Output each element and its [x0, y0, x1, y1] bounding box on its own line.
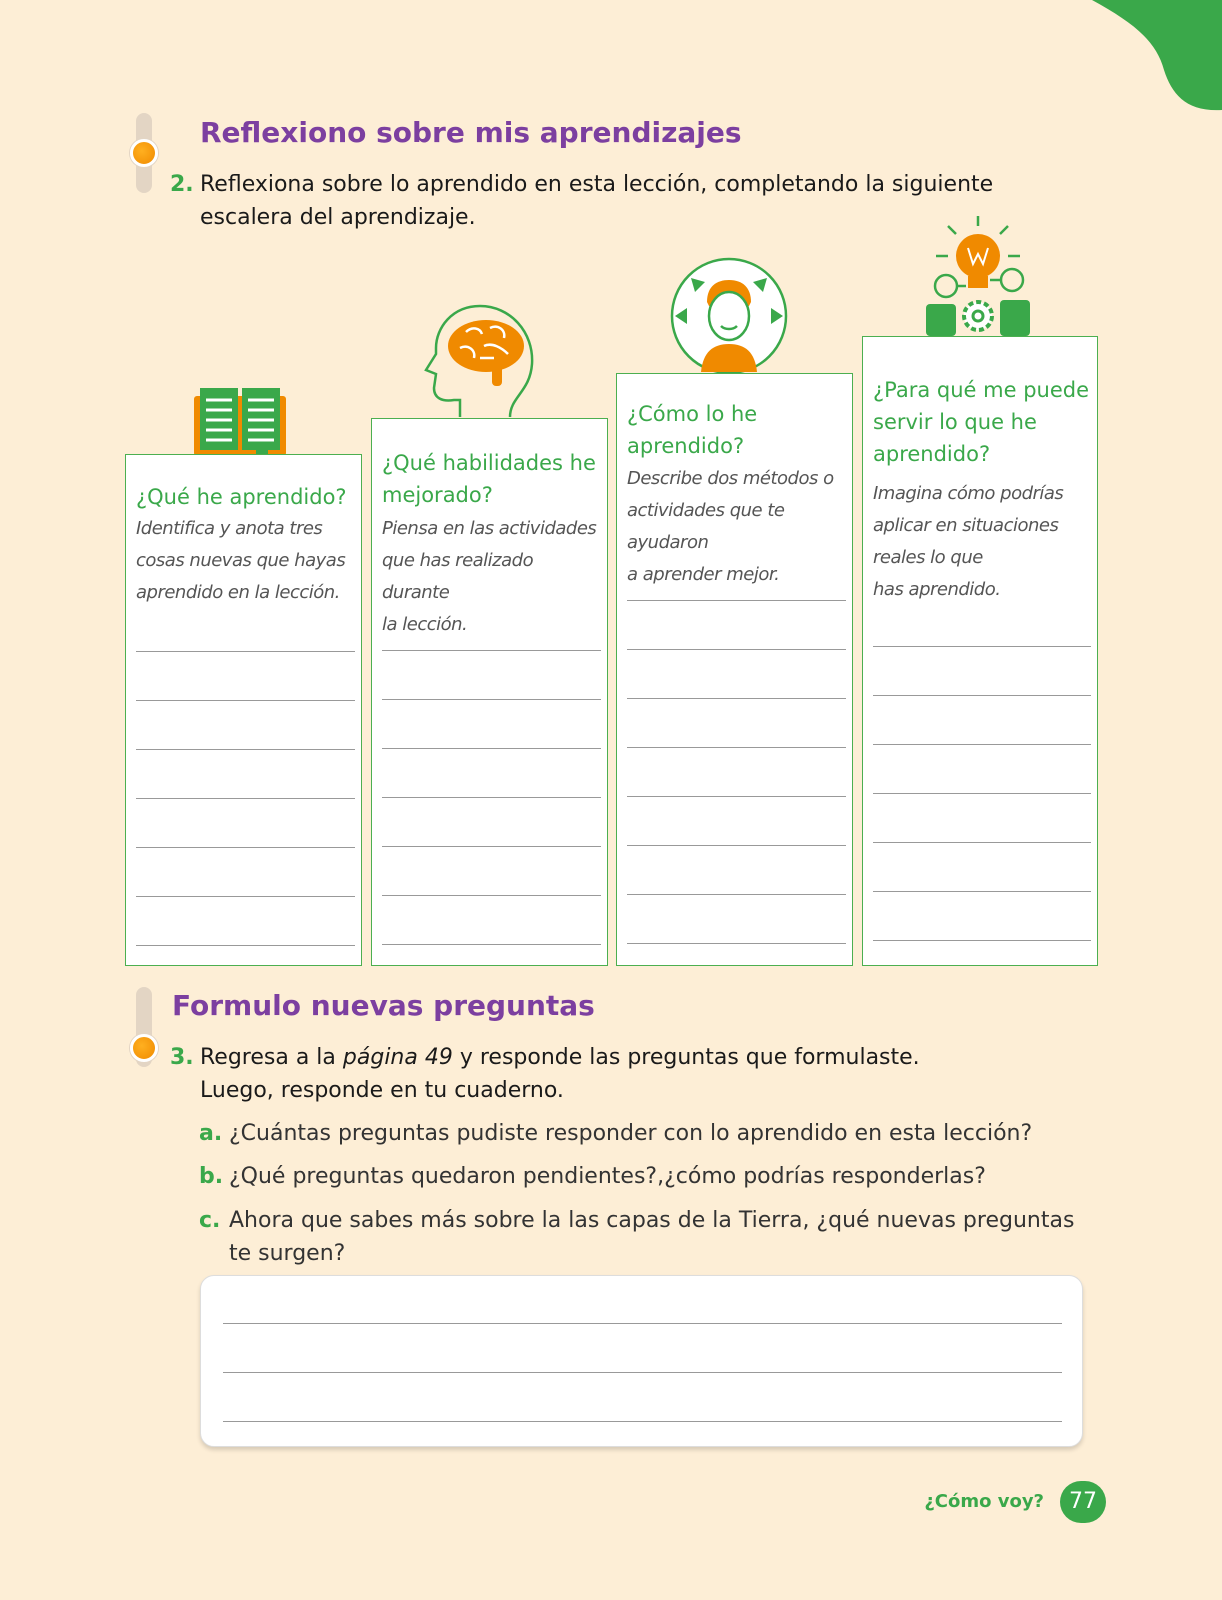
writing-line[interactable]: [873, 744, 1091, 745]
step-card-2: [371, 418, 608, 966]
writing-line[interactable]: [136, 798, 355, 799]
writing-line[interactable]: [382, 797, 601, 798]
step-question: ¿Para qué me puede servir lo que he aprendido?: [873, 378, 1090, 466]
writing-line[interactable]: [382, 944, 601, 945]
question-item-c: c. Ahora que sabes más sobre la las capas de la Tierra, ¿qué nuevas preguntas te surgen?: [199, 1208, 1075, 1266]
step-hint: Piensa en las actividades que has realizado durante la lección.: [382, 518, 597, 635]
step-question: ¿Cómo lo he aprendido?: [627, 402, 758, 458]
writing-line[interactable]: [223, 1323, 1062, 1324]
question-item-b: b. ¿Qué preguntas quedaron pendientes?,¿cómo podrías responderlas?: [199, 1164, 986, 1189]
instruction-line: Reflexiona sobre lo aprendido en esta lección, completando la siguiente: [200, 172, 994, 197]
open-book-icon: [190, 384, 290, 464]
writing-line[interactable]: [382, 699, 601, 700]
instruction-line: escalera del aprendizaje.: [200, 205, 476, 230]
instruction-line: Regresa a la página 49 y responde las preguntas que formulaste.: [200, 1045, 920, 1070]
question-item-a: a. ¿Cuántas preguntas pudiste responder con lo aprendido en esta lección?: [199, 1121, 1033, 1146]
writing-line[interactable]: [873, 695, 1091, 696]
section-title-formulo: Formulo nuevas preguntas: [172, 989, 595, 1022]
step-question: ¿Qué he aprendido?: [136, 485, 347, 509]
writing-line[interactable]: [136, 749, 355, 750]
section-marker: [133, 113, 155, 193]
writing-line[interactable]: [873, 940, 1091, 941]
writing-line[interactable]: [382, 748, 601, 749]
page-reference: página 49: [342, 1045, 453, 1070]
writing-line[interactable]: [136, 945, 355, 946]
step-card-3: [616, 373, 853, 966]
writing-line[interactable]: [382, 895, 601, 896]
writing-line[interactable]: [223, 1372, 1062, 1373]
writing-line[interactable]: [627, 600, 846, 601]
person-arrows-icon: [669, 256, 789, 376]
writing-line[interactable]: [627, 845, 846, 846]
instruction-3: [170, 1041, 1100, 1107]
writing-line[interactable]: [627, 796, 846, 797]
writing-line[interactable]: [627, 747, 846, 748]
step-question: ¿Qué habilidades he mejorado?: [382, 451, 596, 507]
step-hint: Identifica y anota tres cosas nuevas que hayas aprendido en la lección.: [136, 518, 346, 603]
head-brain-icon: [420, 302, 550, 420]
writing-line[interactable]: [382, 650, 601, 651]
section-marker: [133, 987, 155, 1067]
step-card-4: [862, 336, 1098, 966]
writing-line[interactable]: [627, 698, 846, 699]
step-hint: Imagina cómo podrías aplicar en situaciones reales lo que has aprendido.: [873, 483, 1064, 600]
writing-line[interactable]: [627, 943, 846, 944]
step-card-1: [125, 454, 362, 966]
writing-line[interactable]: [136, 651, 355, 652]
writing-line[interactable]: [136, 847, 355, 848]
writing-line[interactable]: [136, 896, 355, 897]
writing-line[interactable]: [873, 842, 1091, 843]
instruction-number: 2.: [170, 172, 194, 197]
writing-line[interactable]: [136, 700, 355, 701]
corner-decoration: [1092, 0, 1222, 115]
instruction-number: 3.: [170, 1045, 194, 1070]
writing-line[interactable]: [382, 846, 601, 847]
writing-line[interactable]: [223, 1421, 1062, 1422]
step-hint: Describe dos métodos o actividades que te ayudaron a aprender mejor.: [627, 468, 834, 585]
footer-section-label: ¿Cómo voy?: [924, 1491, 1044, 1512]
section-title-reflexiono: Reflexiono sobre mis aprendizajes: [200, 116, 742, 149]
writing-line[interactable]: [873, 646, 1091, 647]
lightbulb-gear-icon: [918, 214, 1038, 342]
writing-line[interactable]: [627, 649, 846, 650]
page-number: 77: [1060, 1481, 1106, 1523]
writing-line[interactable]: [873, 891, 1091, 892]
writing-line[interactable]: [873, 793, 1091, 794]
answer-box[interactable]: [200, 1275, 1083, 1447]
writing-line[interactable]: [627, 894, 846, 895]
instruction-line: Luego, responde en tu cuaderno.: [200, 1078, 564, 1103]
